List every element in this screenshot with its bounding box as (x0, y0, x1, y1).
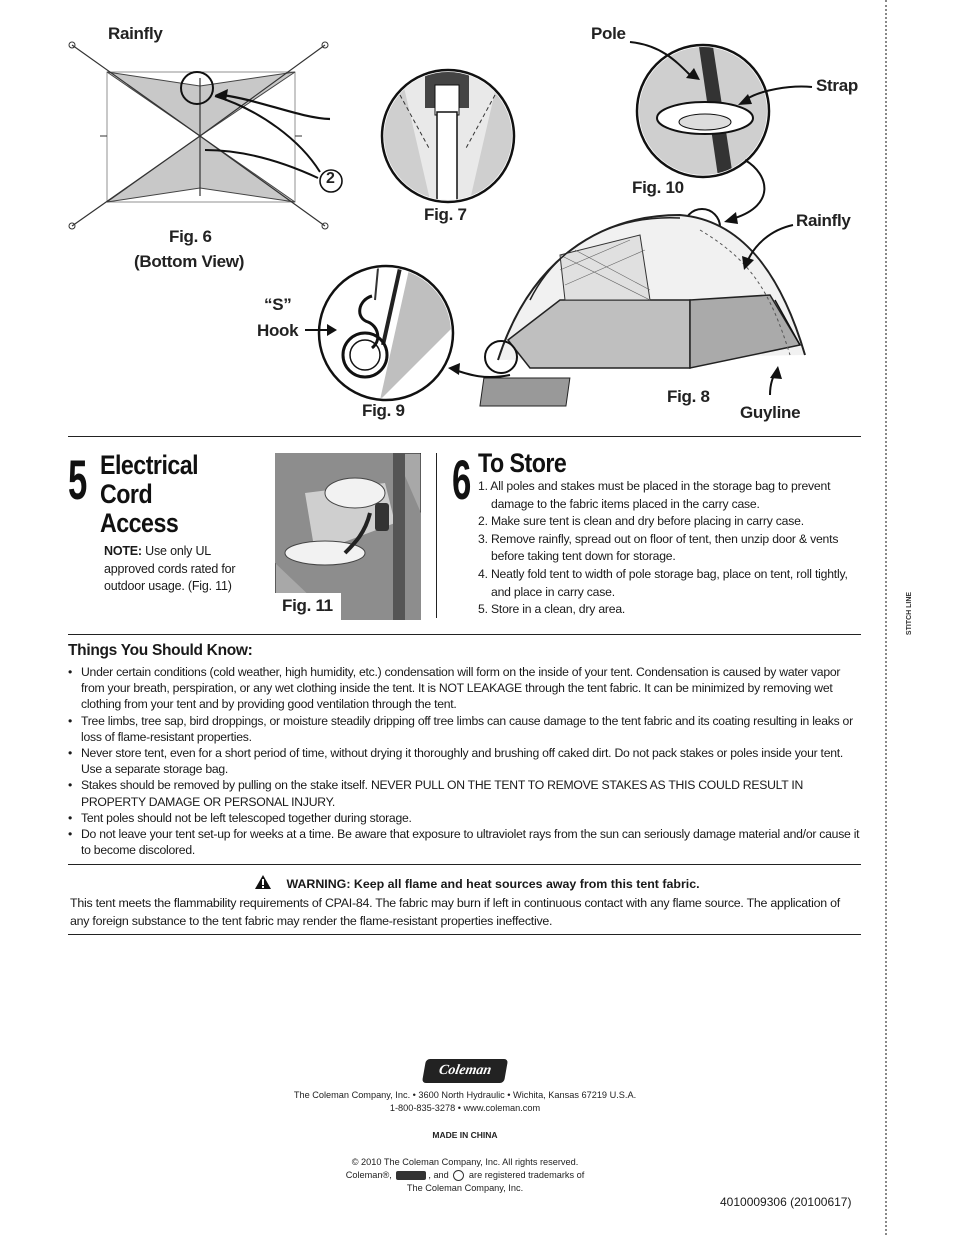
pole-label: Pole (591, 24, 626, 43)
warning-body: This tent meets the flammability requirements of CPAI-84. The fabric may burn if left in continuous contact with any flame source. The application of any foreign substance to the tent fabric may render the flame-resistant properties ineffective. (70, 896, 840, 928)
s-hook-label-hook: Hook (257, 321, 299, 340)
section5-note (104, 543, 264, 596)
s-hook-label-s: “S” (264, 295, 292, 314)
things-list (68, 664, 860, 858)
fig8-tent-drawing (480, 215, 805, 406)
fig10-drawing (630, 40, 812, 245)
divider-middle (68, 634, 861, 635)
fig6-label: Fig. 6 (169, 227, 212, 246)
fig9-drawing (305, 265, 510, 400)
fig6-rainfly-drawing (69, 42, 342, 229)
note-line1: Use only UL (141, 544, 212, 558)
divider-warning-top (68, 864, 861, 865)
things-item: • Tent poles should not be left telescoped together during storage. (68, 810, 860, 826)
footer-trademarks (0, 1169, 930, 1182)
fig11-label: Fig. 11 (282, 596, 333, 615)
fig6-sublabel: (Bottom View) (134, 252, 245, 271)
things-item: • Do not leave your tent set-up for weeks at a time. Be aware that exposure to ultraviolet rays from the sun can seriously damage material and/or cause it to become discolored. (68, 826, 860, 858)
guyline-label: Guyline (740, 403, 801, 422)
section5-title-line2: Cord (100, 479, 153, 509)
tm-prefix: Coleman®, (345, 1170, 392, 1180)
lantern-icon (453, 1170, 464, 1181)
fig8-label: Fig. 8 (667, 387, 710, 406)
footer-address: The Coleman Company, Inc. • 3600 North Hydraulic • Wichita, Kansas 67219 U.S.A. (293, 1090, 637, 1100)
section5-title-line3: Access (100, 508, 179, 538)
fig7-drawing (380, 68, 515, 202)
things-item: • Stakes should be removed by pulling on the stake itself. NEVER PULL ON THE TENT TO REMOVE STAKES AS THIS COULD RESULT IN PROPERTY DAMAGE OR PERSONAL INJURY. (68, 777, 860, 809)
things-item: • Never store tent, even for a short period of time, without drying it thoroughly and brushing off caked dirt. Do not pack stakes or poles inside your tent. Use a separate storage bag. (68, 745, 860, 777)
part-number: 4010009306 (20100617) (720, 1195, 852, 1209)
coleman-mini-logo (396, 1171, 426, 1180)
tm-mid: , and (428, 1170, 449, 1180)
section6-title: To Store (478, 448, 567, 478)
strap-label: Strap (816, 76, 858, 95)
section5-title-line1: Electrical (100, 450, 199, 480)
fig9-label: Fig. 9 (362, 401, 405, 420)
store-step: 3. Remove rainfly, spread out on floor of tent, then unzip door & vents before taking tent down for storage. (478, 531, 839, 564)
footer-made-in: MADE IN CHINA (432, 1130, 498, 1140)
store-step: 1. All poles and stakes must be placed in the storage bag to prevent damage to the fabric items placed in the carry case. (478, 479, 831, 511)
warning-title: WARNING: Keep all flame and heat sources away from this tent fabric. (286, 877, 700, 891)
stitch-line-label: STITCH LINE (906, 591, 914, 636)
divider-warning-bottom (68, 934, 861, 935)
store-steps (478, 478, 858, 619)
stitch-line (885, 0, 887, 1235)
callout-number-2: 2 (326, 170, 335, 187)
section5-number: 5 (68, 448, 88, 511)
note-line2: approved cords rated for (104, 561, 236, 576)
store-step: 5. Store in a clean, dry area. (478, 602, 626, 617)
coleman-logo (422, 1059, 508, 1083)
note-label: NOTE: (104, 544, 142, 558)
footer-copyright: © 2010 The Coleman Company, Inc. All rights reserved. (351, 1157, 579, 1167)
fig7-label: Fig. 7 (424, 205, 467, 224)
things-item: • Tree limbs, tree sap, bird droppings, or moisture steadily dripping off tree limbs can cause damage to the tent fabric and its coating resulting in leaks or loss of flame-resistant properties. (68, 713, 860, 745)
fig11-photo (275, 453, 421, 620)
things-item: • Under certain conditions (cold weather, high humidity, etc.) condensation will form on the inside of your tent. Condensation is caused by water vapor from your breath, perspiration, or any wet clothing inside the tent. It is NOT LEAKAGE through the tent fabric. It can be minimized by removing wet clothing from your tent and by providing good ventilation through the tent. (68, 664, 860, 713)
fig10-label: Fig. 10 (632, 178, 684, 197)
section-divider (436, 453, 437, 618)
store-step: 2. Make sure tent is clean and dry before placing in carry case. (478, 514, 804, 529)
divider-top (68, 436, 861, 437)
footer-trademarks-line2: The Coleman Company, Inc. (406, 1183, 524, 1193)
footer-contact: 1-800-835-3278 • www.coleman.com (389, 1103, 541, 1113)
tm-suffix: are registered trademarks of (468, 1170, 585, 1180)
coleman-logo-text: Coleman (437, 1063, 493, 1078)
store-step: 4. Neatly fold tent to width of pole storage bag, place on tent, roll tightly, and place in carry case. (478, 566, 848, 599)
things-title: Things You Should Know: (68, 642, 253, 659)
fig6-rainfly-label: Rainfly (108, 24, 163, 43)
note-line3: outdoor usage. (Fig. 11) (104, 579, 232, 593)
rainfly-label: Rainfly (796, 211, 851, 230)
section6-number: 6 (452, 448, 472, 511)
